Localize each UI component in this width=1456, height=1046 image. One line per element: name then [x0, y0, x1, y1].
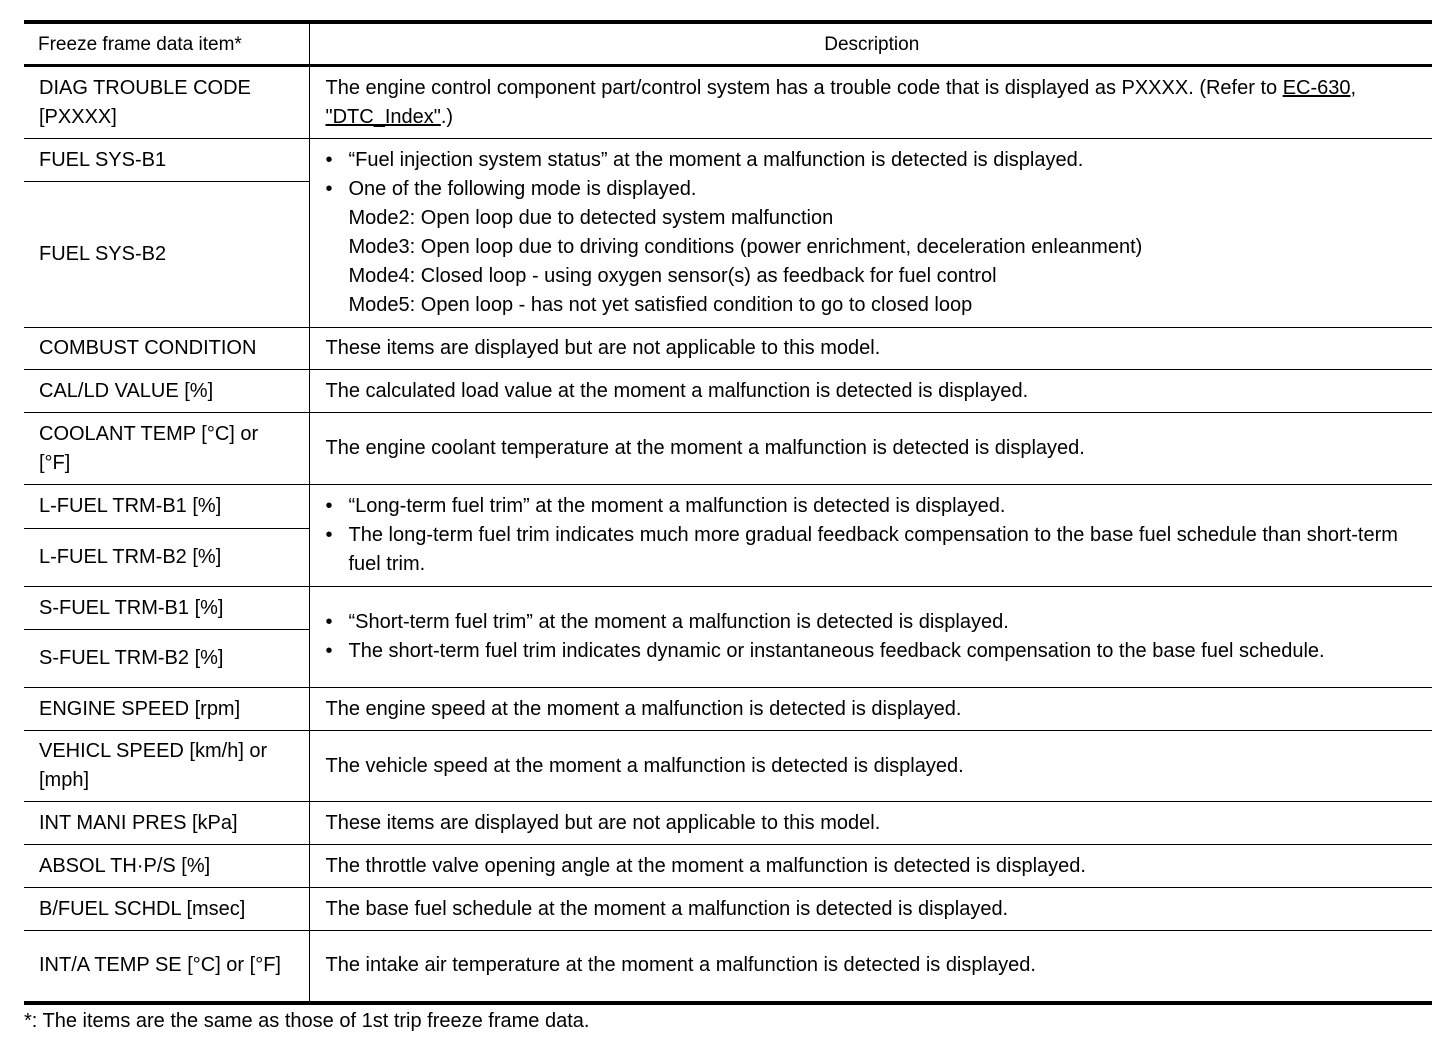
mode-line: Mode4: Closed loop - using oxygen sensor(s) as feedback for fuel control [348, 265, 997, 287]
description-cell: The engine coolant temperature at the moment a malfunction is detected is displayed. [309, 413, 1432, 485]
item-cell: FUEL SYS-B1 [24, 139, 309, 182]
description-cell [309, 139, 1432, 328]
table-row [24, 587, 1432, 630]
table-row [24, 485, 1432, 529]
item-cell: DIAG TROUBLE CODE [PXXXX] [24, 66, 309, 139]
item-cell: VEHICL SPEED [km/h] or [mph] [24, 731, 309, 802]
dtc-index-link[interactable]: EC-630, "DTC_Index" [325, 76, 1357, 128]
mode-line: Mode3: Open loop due to driving conditions (power enrichment, deceleration enleanment) [348, 236, 1143, 258]
item-cell: L-FUEL TRM-B1 [%] [24, 485, 309, 529]
item-cell: FUEL SYS-B2 [24, 182, 309, 328]
description-cell [309, 66, 1432, 139]
item-cell: S-FUEL TRM-B2 [%] [24, 630, 309, 688]
item-cell: INT/A TEMP SE [°C] or [°F] [24, 931, 309, 1003]
table-row [24, 731, 1432, 802]
item-cell: COMBUST CONDITION [24, 328, 309, 370]
table-row [24, 802, 1432, 845]
description-text: The engine control component part/control system has a trouble code that is displayed as PXXXX. (Refer to [325, 76, 1283, 99]
description-cell: The intake air temperature at the moment a malfunction is detected is displayed. [309, 931, 1432, 1003]
item-cell: COOLANT TEMP [°C] or [°F] [24, 413, 309, 485]
item-cell: ABSOL TH·P/S [%] [24, 845, 309, 888]
description-cell: The throttle valve opening angle at the moment a malfunction is detected is displayed. [309, 845, 1432, 888]
bullet-item: • “Short-term fuel trim” at the moment a malfunction is detected is displayed. [326, 608, 1419, 637]
mode-line: Mode2: Open loop due to detected system malfunction [348, 207, 834, 229]
bullet-item: • “Long-term fuel trim” at the moment a malfunction is detected is displayed. [326, 492, 1419, 521]
bullet-item: • “Fuel injection system status” at the moment a malfunction is detected is displayed. [326, 146, 1419, 175]
description-cell [309, 587, 1432, 688]
freeze-frame-table [24, 20, 1432, 1005]
table-row [24, 413, 1432, 485]
description-cell: The calculated load value at the moment a malfunction is detected is displayed. [309, 370, 1432, 413]
description-text: .) [440, 105, 454, 128]
description-cell: These items are displayed but are not applicable to this model. [309, 802, 1432, 845]
mode-line: Mode5: Open loop - has not yet satisfied condition to go to closed loop [348, 294, 973, 316]
description-cell: The vehicle speed at the moment a malfunction is detected is displayed. [309, 731, 1432, 802]
table-row [24, 328, 1432, 370]
header-row [24, 22, 1432, 66]
header-item: Freeze frame data item* [24, 22, 309, 66]
item-cell: ENGINE SPEED [rpm] [24, 688, 309, 731]
description-cell: The base fuel schedule at the moment a malfunction is detected is displayed. [309, 888, 1432, 931]
item-cell: INT MANI PRES [kPa] [24, 802, 309, 845]
table-row [24, 888, 1432, 931]
header-description: Description [309, 22, 1432, 66]
bullet-item: • One of the following mode is displayed. [326, 175, 1419, 204]
item-cell: S-FUEL TRM-B1 [%] [24, 587, 309, 630]
description-cell: The engine speed at the moment a malfunction is detected is displayed. [309, 688, 1432, 731]
description-cell [309, 485, 1432, 587]
table-row [24, 688, 1432, 731]
table-row [24, 370, 1432, 413]
description-cell: These items are displayed but are not applicable to this model. [309, 328, 1432, 370]
table-row [24, 66, 1432, 139]
item-cell: L-FUEL TRM-B2 [%] [24, 529, 309, 587]
bullet-item: • The short-term fuel trim indicates dynamic or instantaneous feedback compensation to the base fuel schedule. [326, 637, 1419, 666]
item-cell: B/FUEL SCHDL [msec] [24, 888, 309, 931]
bullet-item: • The long-term fuel trim indicates much more gradual feedback compensation to the base fuel schedule than short-term fuel trim. [326, 521, 1419, 579]
footnote: *: The items are the same as those of 1st trip freeze frame data. [24, 1010, 590, 1032]
table-row [24, 139, 1432, 182]
table-row [24, 931, 1432, 1003]
item-cell: CAL/LD VALUE [%] [24, 370, 309, 413]
table-row [24, 845, 1432, 888]
